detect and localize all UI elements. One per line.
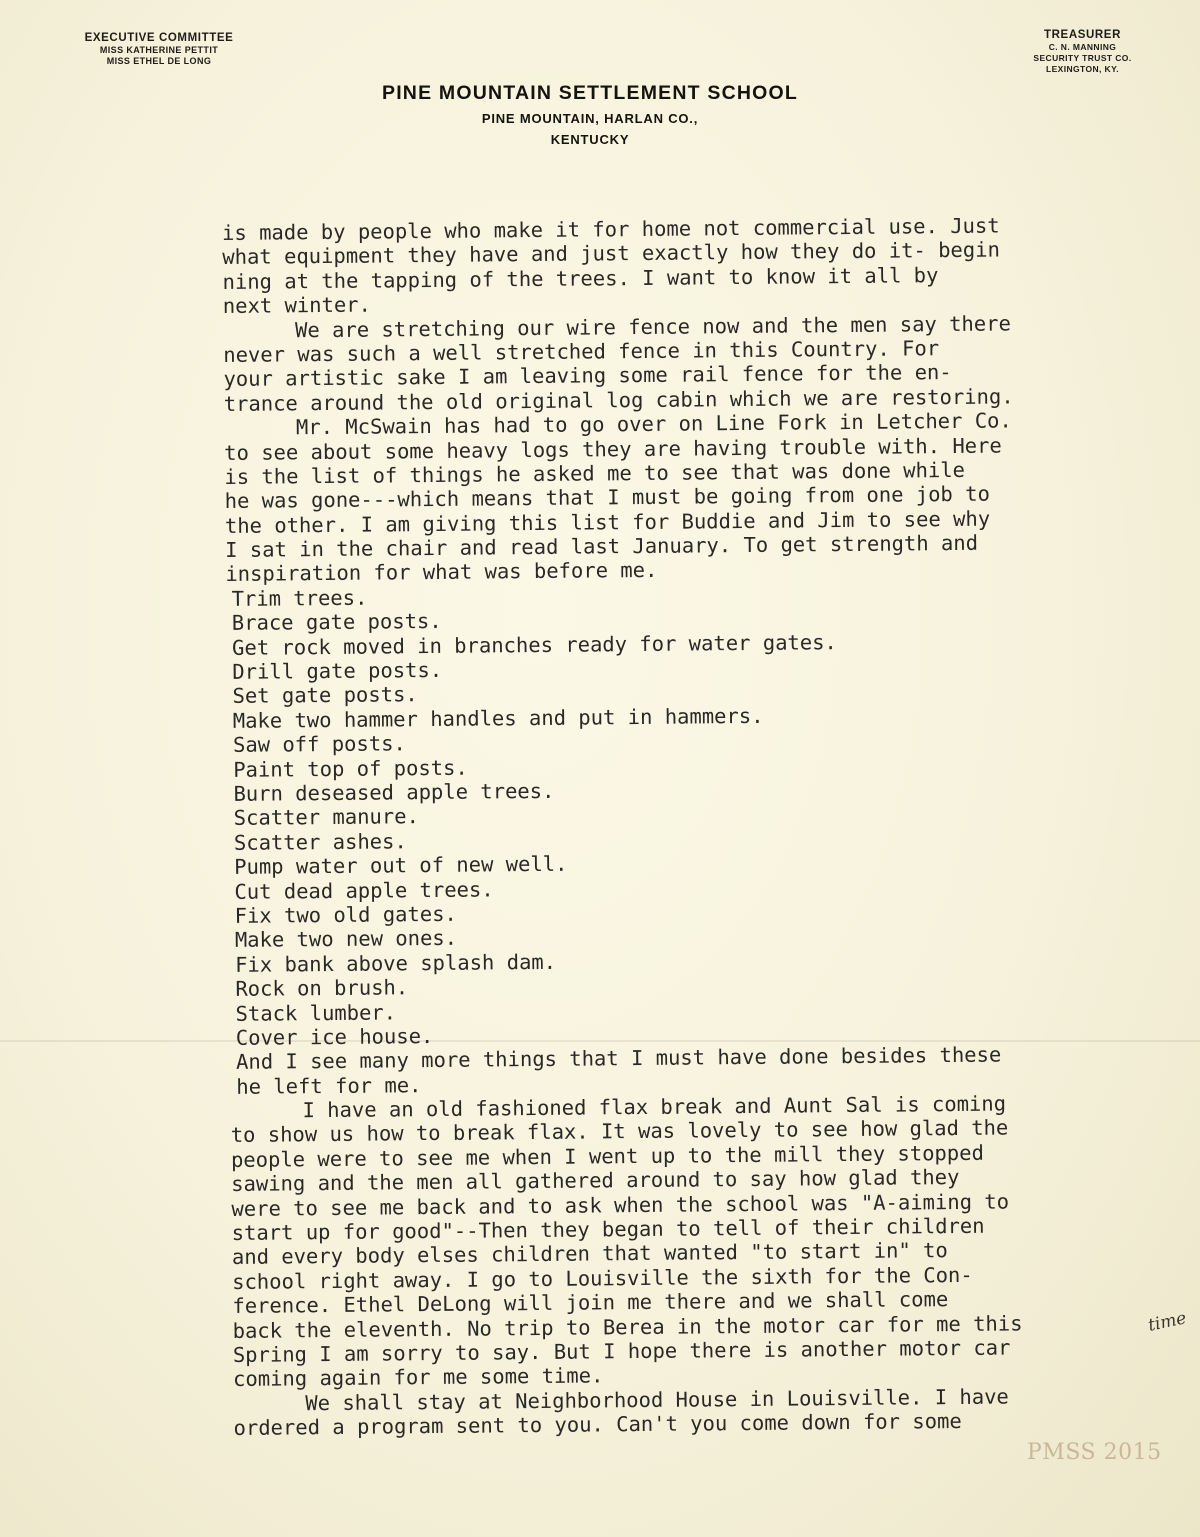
letter-line: back the eleventh. No trip to Berea in the motor car for me this [232, 1310, 1023, 1343]
task-item: Stack lumber. [235, 999, 397, 1026]
task-item: Get rock moved in branches ready for water gates. [231, 629, 837, 660]
letter-line: the other. I am giving this list for Buddie and Jim to see why [224, 506, 991, 538]
task-item: Scatter ashes. [233, 829, 407, 855]
executive-committee-block [50, 32, 268, 66]
letter-line: sawing and the men all gathered around to say how glad they [231, 1165, 960, 1197]
letter-line: ning at the tapping of the trees. I want to know it all by [222, 262, 939, 294]
letter-line: I have an old fashioned flax break and Aunt Sal is coming [302, 1091, 1007, 1123]
letter-line: ference. Ethel DeLong will join me there and we shall come [232, 1287, 949, 1319]
task-item: Fix two old gates. [234, 901, 457, 928]
letter-line: to see about some heavy logs they are having trouble with. Here [224, 433, 1002, 465]
letter-line: trance around the old original log cabin which we are restoring. [223, 384, 1014, 416]
letter-line: what equipment they have and just exactly how they do it- begin [222, 237, 1000, 270]
letter-line: and every body elses children that wanted "to start in" to [231, 1238, 948, 1270]
school-location: PINE MOUNTAIN, HARLAN CO., [481, 111, 699, 126]
letter-line: Spring I am sorry to say. But I hope there is another motor car [232, 1335, 1011, 1367]
letter-line: he was gone---which means that I must be going from one job to [224, 481, 990, 514]
letter-line: never was such a well stretched fence in this Country. For [223, 336, 940, 367]
executive-committee-title: EXECUTIVE COMMITTEE [84, 32, 234, 44]
task-item: Saw off posts. [232, 731, 406, 758]
letter-line: We are stretching our wire fence now and the men say there [294, 310, 1011, 342]
letter-line: people were to see me when I went up to the mill they stopped [230, 1140, 984, 1172]
committee-member: MISS KATHERINE PETTIT [99, 45, 219, 55]
letter-line: start up for good"--Then they began to tell of their children [231, 1213, 985, 1245]
task-item: Trim trees. [231, 585, 368, 611]
treasurer-title: TREASURER [1044, 29, 1121, 41]
task-item: Rock on brush. [235, 975, 409, 1002]
task-item: Set gate posts. [232, 682, 418, 709]
task-item: Cut dead apple trees. [234, 876, 494, 904]
archive-watermark: PMSS 2015 [1027, 1440, 1162, 1465]
school-name: PINE MOUNTAIN SETTLEMENT SCHOOL [381, 82, 798, 104]
letter-line: coming again for me some time. [233, 1363, 604, 1392]
task-item: Scatter manure. [233, 804, 419, 831]
task-item: Brace gate posts. [231, 609, 442, 636]
school-masthead [330, 82, 850, 147]
task-item: Paint top of posts. [233, 755, 468, 782]
letter-line: ordered a program sent to you. Can't you come down for some [233, 1409, 962, 1441]
letter-line: We shall stay at Neighborhood House in Louisville. I have [305, 1384, 1009, 1416]
task-item: Cover ice house. [235, 1023, 434, 1050]
task-item: Drill gate posts. [232, 657, 443, 684]
letter-line: is made by people who make it for home not commercial use. Just [222, 213, 1000, 245]
task-item: Make two hammer handles and put in hammers. [232, 703, 764, 733]
letter-line: I sat in the chair and read last January. To get strength and [225, 530, 979, 563]
letter-body [222, 212, 1164, 1440]
school-state: KENTUCKY [550, 132, 630, 147]
letter-line: school right away. I go to Louisville the sixth for the Con- [232, 1262, 973, 1294]
letter-line: inspiration for what was before me. [225, 558, 658, 587]
letter-line: Mr. McSwain has had to go over on Line Fork in Letcher Co. [295, 408, 1012, 440]
task-item: Fix bank above splash dam. [235, 949, 557, 977]
letter-line: were to see me back and to ask when the school was "A-aiming to [231, 1189, 1010, 1221]
handwritten-annotation: time [1146, 1308, 1189, 1336]
letter-line: to show us how to break flax. It was lovely to see how glad the [230, 1115, 1009, 1148]
letter-line: And I see many more things that I must have done besides these [235, 1042, 1002, 1075]
treasurer-bank: SECURITY TRUST CO. [1033, 53, 1132, 63]
letter-line: next winter. [222, 292, 372, 319]
treasurer-name: C. N. MANNING [1048, 42, 1117, 52]
task-item: Pump water out of new well. [234, 851, 568, 880]
committee-member: MISS ETHEL DE LONG [106, 56, 212, 66]
treasurer-city: LEXINGTON, KY. [1046, 64, 1119, 74]
treasurer-block [1000, 29, 1165, 74]
task-item: Make two new ones. [234, 926, 458, 953]
letter-line: he left for me. [236, 1072, 422, 1099]
letter-line: your artistic sake I am leaving some rail fence for the en- [223, 360, 952, 392]
letter-line: is the list of things he asked me to see that was done while [224, 457, 966, 489]
task-item: Burn deseased apple trees. [233, 778, 555, 806]
